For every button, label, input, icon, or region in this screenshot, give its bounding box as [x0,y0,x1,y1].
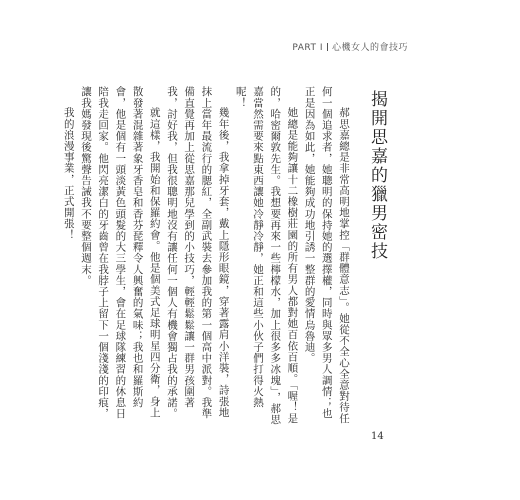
article-body [60,86,388,426]
part-label: PART I [292,43,323,53]
paragraph: 她總是能夠讓十二橡樹莊園的所有男人都對她百依百順。「喔！是的，哈密爾敦先生。我想要再來一些檸檬水，加上很多多冰塊」，郝思嘉當然需要來點東西讓她冷靜冷靜，她正和這些小伙子們打得火熱呢！ [234,86,299,425]
running-header [292,40,408,53]
section-heading: 揭開思嘉的獵男密技 [367,90,387,261]
paragraph: 就這樣，我開始和保羅約會。他是個美式足球明星四分衛，身上散發著混雜著象牙香皂和香芬琵釋令人興奮的氣味；我也和羅斯約會，他是個有一頭淡黃色頭髮的大三學生，會在足球隊練習的休息日陪我走回家。他閃亮潔白的牙齒曾在我脖子上留下一個淺淺的印痕，讓我媽發現後驚聲告誡我不要整個週末。 [79,86,161,419]
paragraph: 郝思嘉總是非常高明地掌控「群體意志」。她從不全心全意對待任何一個追求者，她聰明的保持她的選擇權，同時與眾多男人調情；也正是因為如此，她能夠成功地引誘一整群的愛情烏魯迪。 [303,86,350,424]
body-text [60,86,352,426]
page-number: 14 [371,431,384,442]
header-separator [327,43,328,51]
chapter-title: 心機女人的會技巧 [331,43,408,53]
paragraph: 我的浪漫事業，正式開張！ [62,107,75,241]
paragraph: 幾年後，我拿掉牙套，戴上隱形眼鏡，穿著露肩小洋裝，詩張地抹上當年最流行的腮紅，全副武裝去參加我的第一個高中派對。我準備直覺再加上從思嘉那兒學到的小技巧，輕輕鬆鬆讓一群男孩圍著我，討好我，但我很聰明地沒有讓任何一個人有機會獨占我的承諾。 [165,86,230,419]
